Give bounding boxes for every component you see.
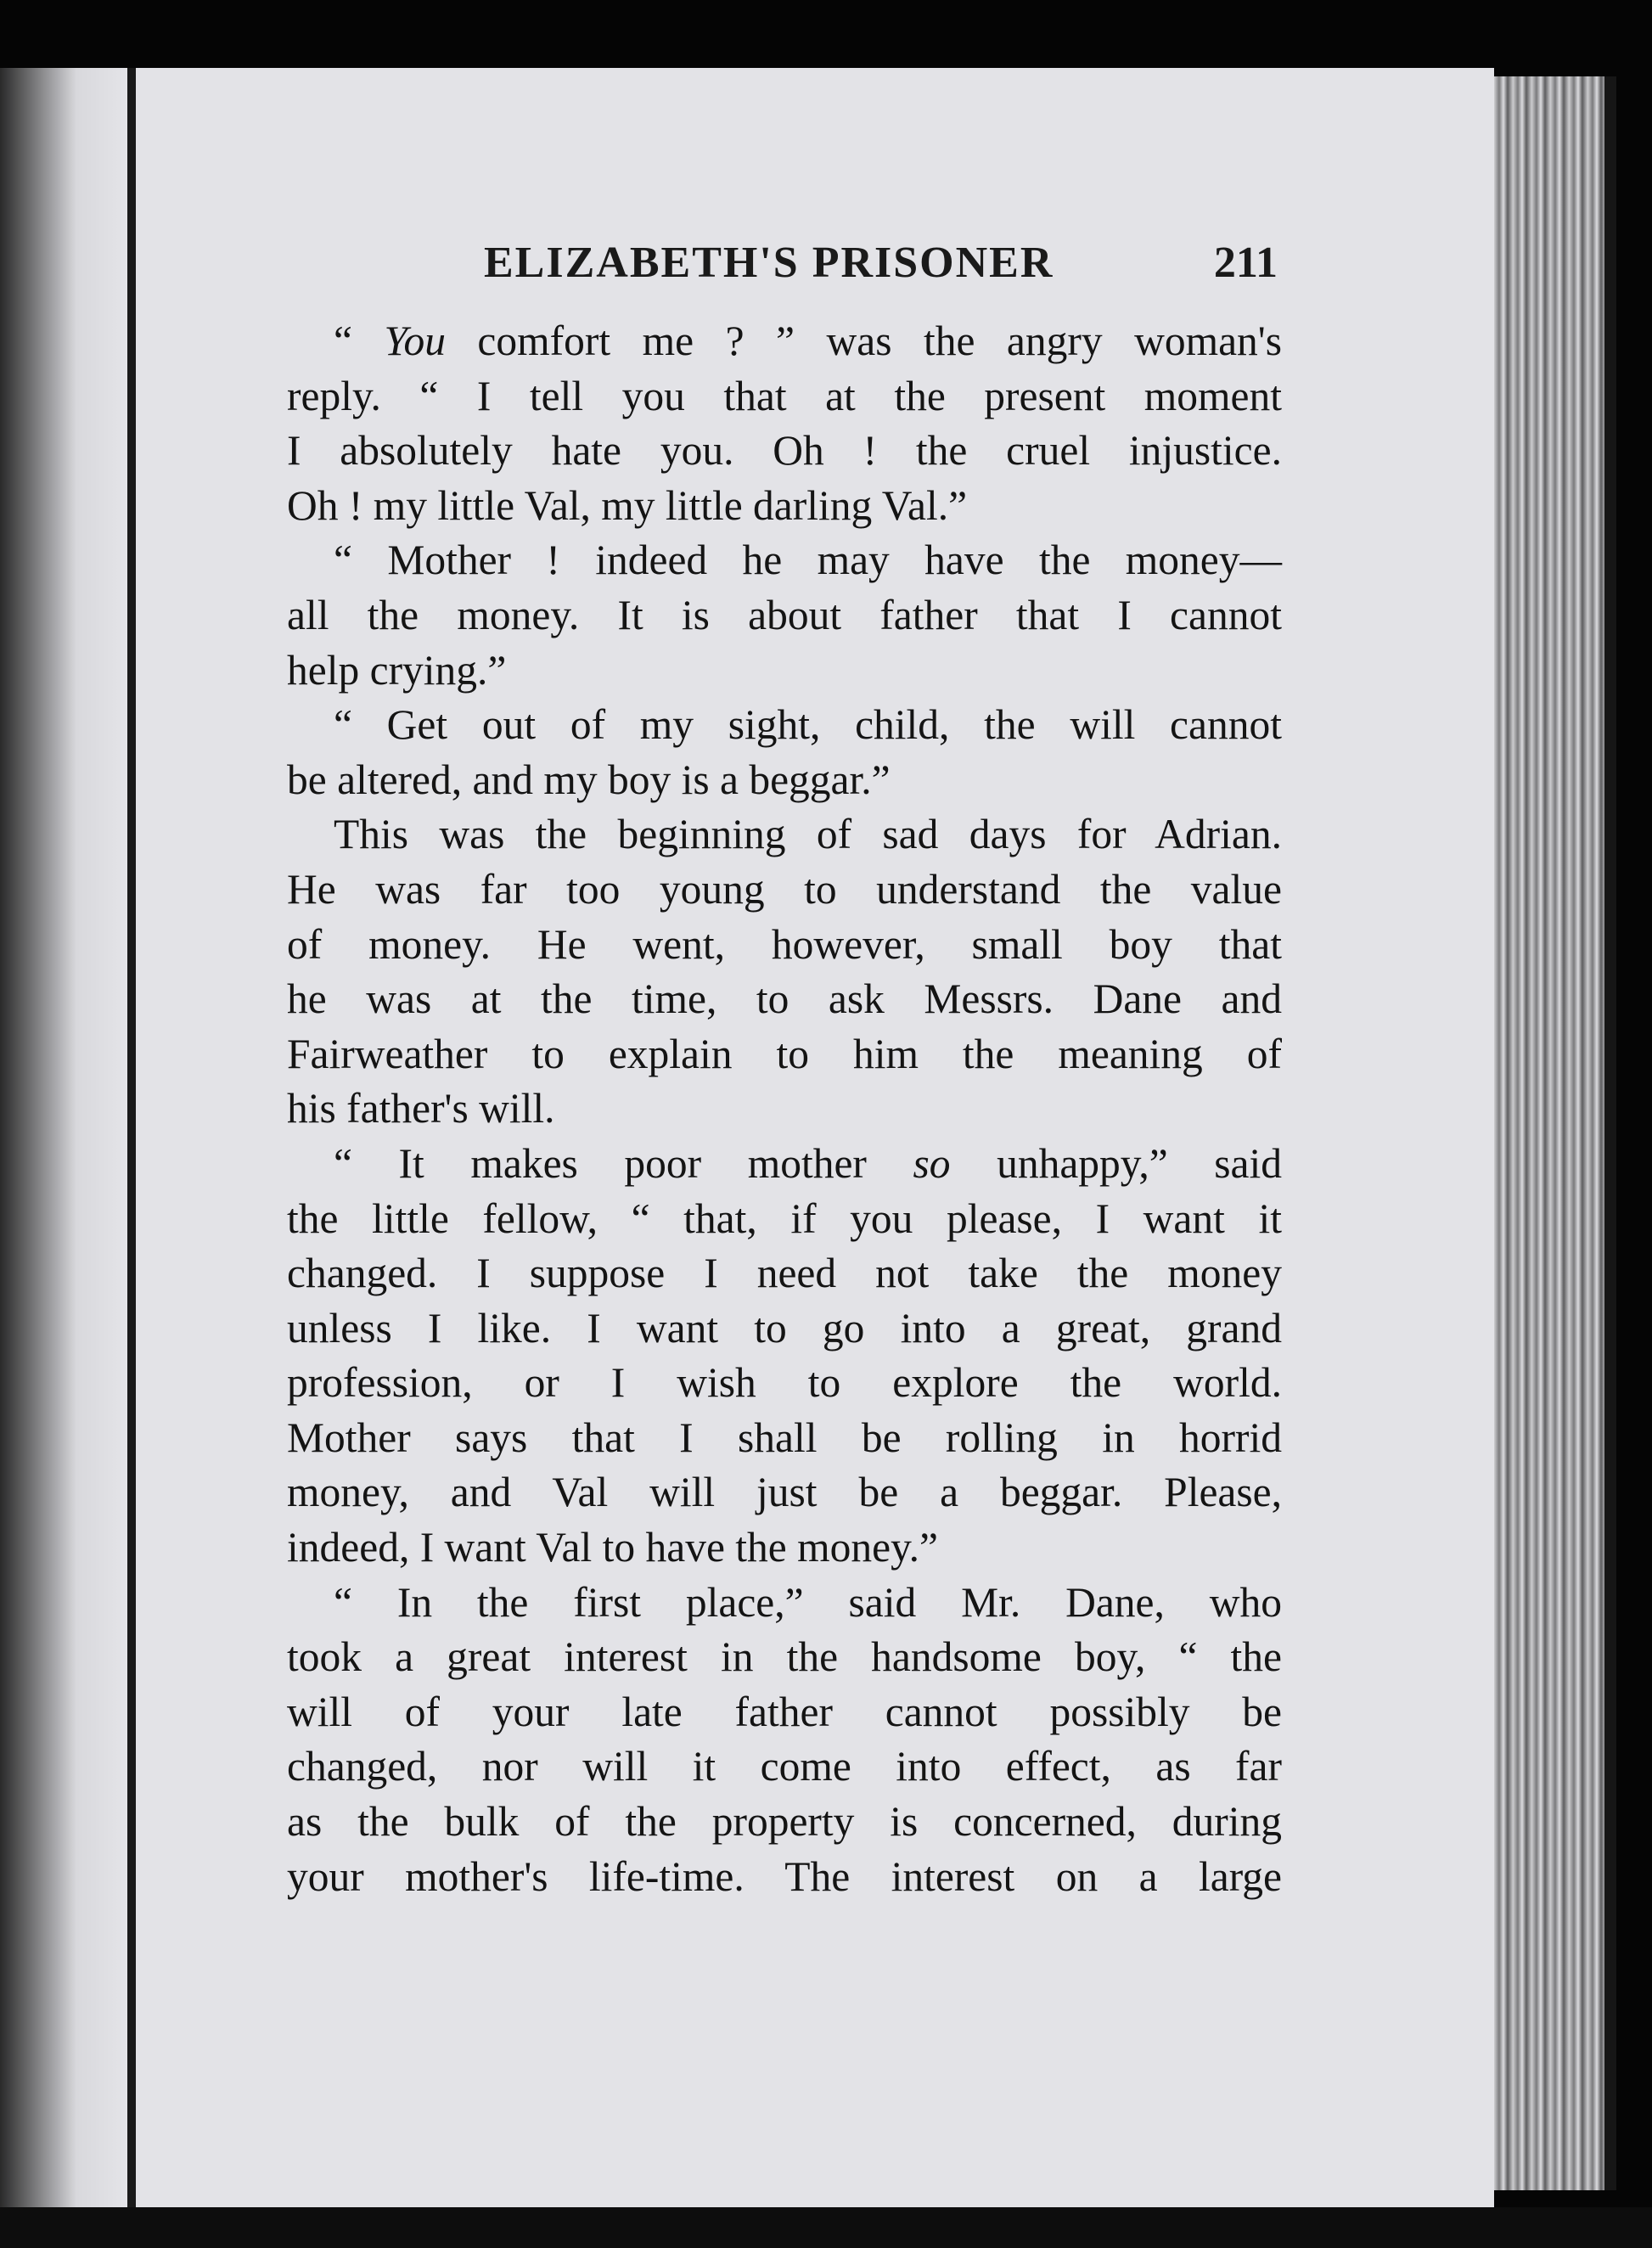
text-line: money, and Val will just be a beggar. Please, — [287, 1469, 1282, 1516]
text-line: your mother's life-time. The interest on a large — [287, 1852, 1282, 1900]
text-line: all the money. It is about father that I cannot — [287, 591, 1282, 638]
text-line: I absolutely hate you. Oh ! the cruel injustice. — [287, 427, 1282, 475]
text-line: as the bulk of the property is concerned, during — [287, 1798, 1282, 1846]
text-line: changed. I suppose I need not take the money — [287, 1250, 1282, 1297]
book-gutter — [127, 68, 136, 2248]
text-line: “ Get out of my sight, child, the will cannot — [334, 701, 1282, 749]
text-line: took a great interest in the handsome boy, “ the — [287, 1633, 1282, 1681]
text-line: will of your late father cannot possibly be — [287, 1688, 1282, 1735]
text-segment: unhappy,” said — [950, 1139, 1283, 1187]
running-head — [484, 238, 1278, 297]
text-segment: “ — [334, 318, 385, 364]
text-line: He was far too young to understand the value — [287, 865, 1282, 913]
page-stack-edges — [1494, 76, 1616, 2190]
text-line: he was at the time, to ask Messrs. Dane and — [287, 975, 1282, 1023]
text-line: help crying.” — [287, 646, 507, 694]
text-segment: “ It makes poor mother — [334, 1139, 913, 1187]
text-line: of money. He went, however, small boy that — [287, 920, 1282, 968]
text-line: Mother says that I shall be rolling in horrid — [287, 1413, 1282, 1461]
text-line: Oh ! my little Val, my little darling Val.” — [287, 481, 968, 529]
text-line: “ In the first place,” said Mr. Dane, who — [334, 1578, 1282, 1626]
text-segment: comfort me ? ” was the angry woman's — [445, 318, 1282, 364]
italic-word: You — [384, 318, 446, 364]
text-line: reply. “ I tell you that at the present moment — [287, 372, 1282, 419]
text-line — [287, 1137, 1282, 1192]
page-number: 211 — [1213, 239, 1278, 287]
body-text — [287, 314, 1282, 1904]
italic-word: so — [913, 1139, 951, 1187]
running-title: ELIZABETH'S PRISONER — [484, 239, 1054, 287]
text-line: “ Mother ! indeed he may have the money— — [334, 537, 1282, 584]
text-line: be altered, and my boy is a beggar.” — [287, 756, 891, 803]
text-line: profession, or I wish to explore the world. — [287, 1359, 1282, 1407]
text-line: unless I like. I want to go into a great, grand — [287, 1304, 1282, 1352]
text-line: indeed, I want Val to have the money.” — [287, 1524, 939, 1571]
text-line: his father's will. — [287, 1085, 555, 1132]
scan-bottom-border — [0, 2207, 1652, 2248]
text-line: This was the beginning of sad days for Adrian. — [334, 811, 1282, 858]
text-line: changed, nor will it come into effect, as far — [287, 1743, 1282, 1790]
text-line: the little fellow, “ that, if you please, I want it — [287, 1194, 1282, 1242]
text-line — [287, 314, 1282, 369]
text-line: Fairweather to explain to him the meaning of — [287, 1030, 1282, 1077]
previous-page-edge — [0, 68, 127, 2248]
